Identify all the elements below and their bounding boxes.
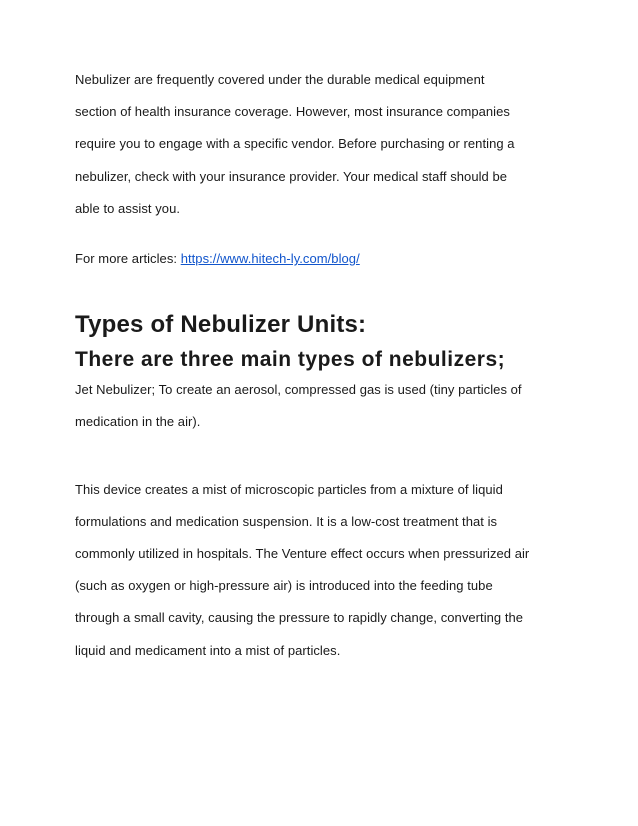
text-line: require you to engage with a specific vendor. Before purchasing or renting a — [75, 136, 515, 152]
text-line: section of health insurance coverage. However, most insurance companies — [75, 104, 510, 120]
text-line: (such as oxygen or high-pressure air) is introduced into the feeding tube — [75, 578, 493, 594]
text-line: Nebulizer are frequently covered under the durable medical equipment — [75, 72, 485, 87]
text-line: commonly utilized in hospitals. The Venture effect occurs when pressurized air — [75, 546, 530, 562]
text-line: medication in the air). — [75, 414, 201, 430]
text-line: This device creates a mist of microscopic particles from a mixture of liquid — [75, 481, 503, 497]
document-page — [75, 60, 575, 667]
text-line: liquid and medicament into a mist of particles. — [75, 642, 341, 658]
paragraph-insurance — [75, 64, 575, 225]
text-line: Jet Nebulizer; To create an aerosol, compressed gas is used (tiny particles of — [75, 382, 522, 398]
section-subheading: There are three main types of nebulizers; — [75, 348, 506, 372]
section-heading: Types of Nebulizer Units: — [75, 311, 367, 339]
more-articles-line — [75, 243, 575, 275]
text-line: able to assist you. — [75, 200, 181, 216]
paragraph-jet-nebulizer — [75, 374, 575, 438]
text-line: formulations and medication suspension. It is a low-cost treatment that is — [75, 513, 498, 529]
text-line: through a small cavity, causing the pressure to rapidly change, converting the — [75, 610, 524, 626]
blog-link[interactable]: https://www.hitech-ly.com/blog/ — [180, 251, 360, 267]
text-line: nebulizer, check with your insurance provider. Your medical staff should be — [75, 168, 508, 184]
paragraph-device-description — [75, 474, 575, 667]
more-articles-label: For more articles: — [75, 251, 181, 267]
